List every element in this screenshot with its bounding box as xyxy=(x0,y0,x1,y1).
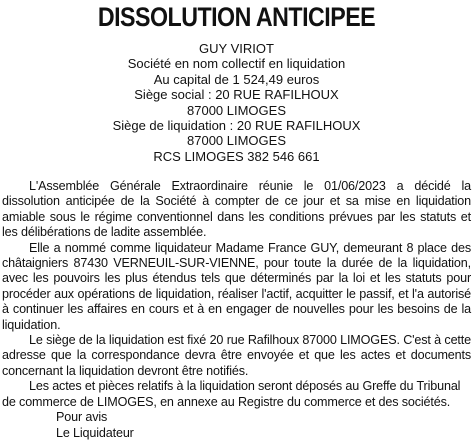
liquidation-office-street: Siège de liquidation : 20 RUE RAFILHOUX xyxy=(112,118,361,134)
company-capital: Au capital de 1 524,49 euros xyxy=(153,71,320,87)
notice-title: DISSOLUTION ANTICIPEE xyxy=(97,2,376,32)
notice-body xyxy=(2,179,471,441)
paragraph-filing: Les actes et pièces relatifs à la liquidation seront déposés au Greffe du Tribunal de commerce de LIMOGES, en annexe au Registre du commerce et des sociétés. xyxy=(2,379,461,409)
registered-office-street: Siège social : 20 RUE RAFILHOUX xyxy=(134,87,339,103)
closing-text: Pour avis xyxy=(56,410,108,425)
company-header xyxy=(0,41,473,164)
company-name: GUY VIRIOT xyxy=(199,41,274,56)
signature: Le Liquidateur xyxy=(56,425,134,440)
paragraph-liquidation-office: Le siège de la liquidation est fixé 20 rue Rafilhoux 87000 LIMOGES. C'est à cette adresse que la correspondance devra être envoyée et que les actes et documents concernant la liquidation devront être notifiés. xyxy=(2,333,471,378)
rcs-number: RCS LIMOGES 382 546 661 xyxy=(153,148,320,164)
company-form: Société en nom collectif en liquidation xyxy=(127,56,346,72)
liquidation-office-city: 87000 LIMOGES xyxy=(187,133,286,149)
paragraph-liquidator: Elle a nommé comme liquidateur Madame France GUY, demeurant 8 place des châtaigniers 87430 VERNEUIL-SUR-VIENNE, pour toute la durée de la liquidation, avec les pouvoirs les plus étendus tels que déterminés par la loi et les statuts pour procéder aux opérations de liquidation, réaliser l'actif, acquitter le passif, et l'a autorisé à continuer les affaires en cours et à en engager de nouvelles pour les besoins de la liquidation. xyxy=(2,240,471,332)
paragraph-dissolution: L'Assemblée Générale Extraordinaire réunie le 01/06/2023 a décidé la dissolution anticipée de la Société à compter de ce jour et sa mise en liquidation amiable sous le régime conventionnel dans les conditions prévues par les statuts et les délibérations de ladite assemblée. xyxy=(2,179,471,240)
registered-office-city: 87000 LIMOGES xyxy=(187,102,286,118)
